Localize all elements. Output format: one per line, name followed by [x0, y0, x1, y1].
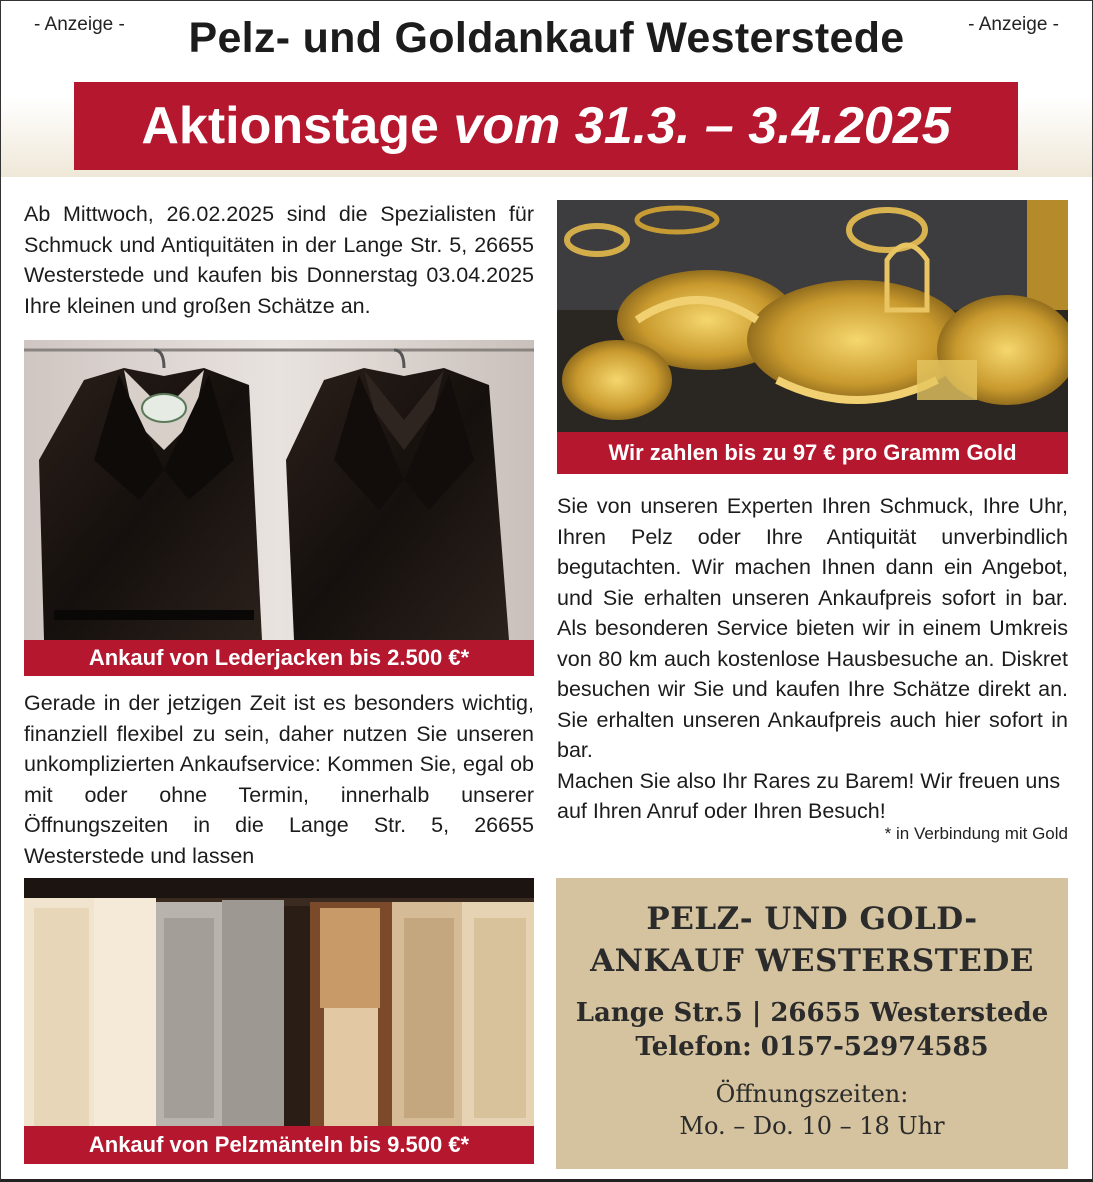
banner-dates: vom 31.3. – 3.4.2025: [453, 97, 951, 155]
gold-caption: Wir zahlen bis zu 97 € pro Gramm Gold: [557, 432, 1068, 474]
footnote: * in Verbindung mit Gold: [884, 824, 1068, 843]
promo-banner: [74, 82, 1018, 170]
furs-caption: Ankauf von Pelzmänteln bis 9.500 €*: [24, 1126, 534, 1164]
leather-jackets-photo: [24, 340, 534, 640]
phone: Telefon: 0157-52974585: [635, 1032, 989, 1062]
ad-label-right: - Anzeige -: [968, 14, 1059, 35]
address: Lange Str.5 | 26655 Westerstede: [575, 998, 1049, 1028]
jackets-caption: Ankauf von Lederjacken bis 2.500 €*: [24, 640, 534, 676]
ad-label-left: - Anzeige -: [34, 14, 125, 35]
contact-box: [556, 878, 1068, 1169]
contact-details: [556, 996, 1068, 1064]
company-name: PELZ- UND GOLD- ANKAUF WESTERSTEDE: [590, 901, 1034, 979]
gold-jewelry-photo: [557, 200, 1068, 432]
body-text-left: Gerade in der jetzigen Zeit ist es besonders wichtig, finanziell flexibel zu sein, daher nutzen Sie unseren unkomplizierten Ankaufservice: Kommen Sie, egal ob mit oder ohne Termin, innerhalb unserer Öffnungszeiten in die Lange Str. 5, 26655 Westerstede und lassen: [24, 691, 534, 868]
fur-coats-photo: [24, 878, 534, 1126]
banner-word: Aktionstage: [141, 97, 439, 155]
intro-text: Ab Mittwoch, 26.02.2025 sind die Spezialisten für Schmuck und Antiquitäten in der Lange Str. 5, 26655 Westerstede und kaufen bis Donnerstag 03.04.2025 Ihre kleinen und großen Schätze an.: [24, 202, 534, 318]
opening-hours: Öffnungszeiten: Mo. – Do. 10 – 18 Uhr: [679, 1080, 945, 1140]
page-title: Pelz- und Goldankauf Westerstede: [188, 14, 905, 62]
body-text-right: Sie von unseren Experten Ihren Schmuck, Ihre Uhr, Ihren Pelz oder Ihre Antiquität unverbindlich begutachten. Wir machen Ihnen dann ein Angebot, und Sie erhalten unseren Ankaufpreis sofort in bar. Als besonderen Service bieten wir in einem Umkreis von 80 km auch kostenlose Hausbesuche an. Diskret besuchen wir Sie und kaufen Ihre Schätze direkt an. Sie erhalten unseren Ankaufpreis auch hier sofort in bar. Machen Sie also Ihr Rares zu Barem! Wir freuen uns auf Ihren Anruf oder Ihren Besuch!: [557, 494, 1068, 823]
